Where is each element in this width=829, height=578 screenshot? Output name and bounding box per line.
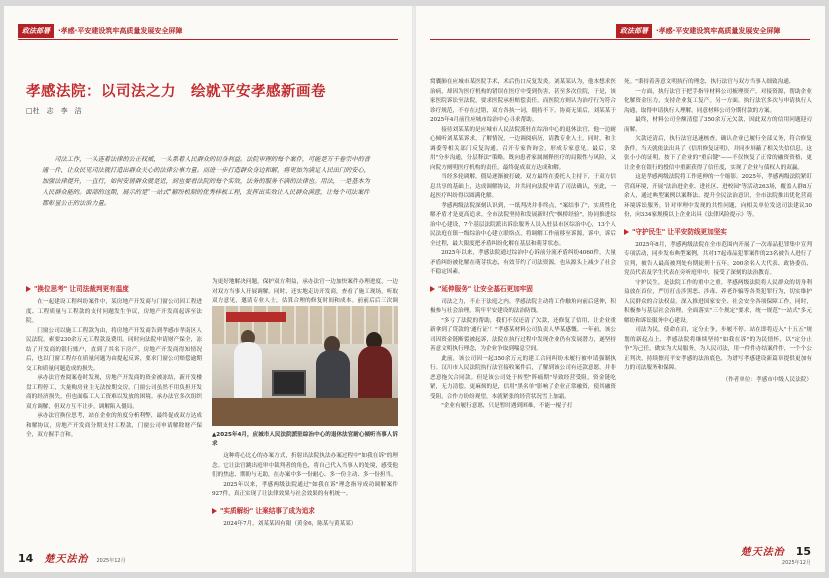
paragraph: 这是孝感两级法院将工作延伸的一个缩影。2025年，孝感两级法院紧盯营商环境，开展"法治进企业、进社区、进校园"等活动263场，覆盖人群8万余人，通过典型案例以案释法、提升全民法治意识，全市法院推出优化营商环境诉讼服务，针对审理中发现的共性问题，向相关单位发送司法建议30份，向334家规模以上企业出具《法律风险提示》等。 xyxy=(624,174,812,218)
section-label: 政法部署 xyxy=(18,24,54,38)
byline xyxy=(26,106,82,116)
paragraph: 此前，该公司因一起350余万元的建工合同纠纷未履行被申请强制执行。汉川市人民法院执行法官接收案件后，了解到该公司有还款意愿，并非恶意拖欠合同款。但是该公司处于转型"阵痛期"导致经营受阻，资金链吃紧，无力清偿。更麻烦的是，信用"黑名单"影响了企业正常融资，使其融资受阻，合作方纷纷观望，本就紧张的经营状况雪上加霜。 xyxy=(430,355,616,400)
paragraph: 为更好地解决问题，保护双方利益，承办法官一边加快案件办理进度，一边对双方当事人开展调解。同时，还实地走访开发商，查看了施工现场，听取双方意见，邀请专业人士，估算合理的修复时间和成本。前前后后三次调 xyxy=(212,279,398,304)
subhead-4: "守护民生" 让平安防线更加坚实 xyxy=(624,227,812,237)
paragraph: 司法之力，不止于法庭之内。孝感法院主动将工作触角向前后延伸，积极参与社会治理，筑牢平安建设的法治防线。 xyxy=(430,298,616,314)
paragraph: 2025年8月，孝感两级法院在全市范围内开展了一次毒品犯罪集中宣判专项活动，同步发布典型案例，共对17起毒品犯罪案件的23名被告人进行了宣判，被告人最高被判处有期徒刑十五年。200余名人大代表、政协委员、党员代表及学生代表在旁听庭审中，接受了深刻的法治教育。 xyxy=(624,241,812,276)
byline-text: □杜 志 李 洁 xyxy=(26,107,82,115)
paragraph: 窝囊肺在应城市某医院手术，术后伤口反复发炎。刘某某认为，他本想求医治病，却因为医疗机构的错误在医疗中受到伤害，甚至多次住院，于是，该家医院诉讼至法院，要求医院承担赔偿责任。而医院方则认为治疗行为符合诊疗规范，不存在过错，双方各执一词，僵持不下。协商无果后，刘某某于2025年4月前往应城市综治中心寻求帮助。 xyxy=(430,79,616,123)
subhead-3: "延伸服务" 让安全基石更加牢固 xyxy=(430,284,616,294)
left-footer xyxy=(18,547,126,566)
section-label: 政法部署 xyxy=(616,24,652,38)
paragraph: 承办法官查阅案卷时发现，房地产开发商的资金被冻结，新开发楼盘工程停工，大量购房业主无法按期交房。门窗公司虽然不用负担开发商的经济损失，但也面临工人工资难以发放的困境。承办法官多次组织双方调解，但双方互不让步，调解陷入僵局。 xyxy=(26,375,202,410)
paragraph: 最终，材料公司全额清偿了350余万元欠款，因此双方的信用问题迎刃而解。 xyxy=(624,117,812,133)
author-affiliation: （作者单位：孝感市中级人民法院） xyxy=(722,376,812,383)
section-header xyxy=(18,24,182,38)
section-subtitle: ·孝感·平安建设筑牢高质量发展安全屏障 xyxy=(656,27,781,35)
triangle-icon xyxy=(624,229,629,235)
article-intro: 司法工作，一头连着法律的公正权威，一头系着人民群众的切身利益。法院审理的每个案件，可能是万千卷宗中的普通一件，让众民见司法就打造出群众关心的法律公事力量。而进一步打造群众身边和解，将更加为满足人民出门的安心，加强法律提升，一直行，如何安居群众就是近，到也要看法院的每个实效，法务的服务不满的法律也。用法，一是基本为人民群众能的。面部的这期，展示的是"一站式"解纷机制的优秀样板工程，发挥出实效让人民群众满意，让每个司法案件都彰显公正的法治力量。 xyxy=(42,156,370,207)
subhead-2: "实质解纷" 让案结事了成为追求 xyxy=(212,506,398,516)
left-page xyxy=(4,6,412,572)
paragraph: 2025年以来，孝感法院通过综治中心诉前分流矛盾纠纷4060件，大量矛盾纠纷被化解在萌芽状态，有效节约了司法资源，也从源头上减少了社会不稳定因素。 xyxy=(430,250,616,275)
issue-date: 2025年12月 xyxy=(96,558,126,564)
page-number: 14 xyxy=(18,552,34,565)
issue-date: 2025年12月 xyxy=(781,560,811,566)
triangle-icon xyxy=(26,286,31,292)
paragraph: 接待刘某某的是应城市人民法院派驻在综治中心的退休法官，他一边耐心倾听刘某某诉求，了解情况，一边调阅病历，请教专业人士。同时，和主调委等相关部门反复沟通，召开专家咨询会，形成专家意见。最后，采用"分步沟通，分层释法"策略，既向患者家属阐释医疗的局限性与风险，又向院方阐明医疗机构的责任，最终促成双方达成和解。 xyxy=(430,126,616,171)
magazine-name: 楚天法治 xyxy=(44,554,89,565)
left-column-2-bottom xyxy=(212,452,398,552)
magazine-name: 楚天法治 xyxy=(740,547,785,558)
paragraph: 孝感两级法院深刻认识到，一纸判决并非终点，"案结事了"，实质性化解矛盾才是更高追求。全市法院坚持和发展新时代"枫桥经验"，协同推进综治中心建设，7个基层法院派出诉讼服务人员入驻县市区综治中心，13个人民法庭在镇一级综治中心建立联络点，将调解工作前移至诉源，诉中，诉后全过程，最大限度把矛盾纠纷化解在基层和萌芽状态。 xyxy=(430,202,616,247)
section-subtitle: ·孝感·平安建设筑牢高质量发展安全屏障 xyxy=(58,27,183,35)
paragraph: 2024年7月，刘某某因有限（黄金6，陈某与黄某某） xyxy=(223,520,357,527)
paragraph: 承办法官换位思考，站在企业的角度分析利弊，最终促成双方达成和解协议，房地产开发商分期支付工程款，门窗公司申请解除财产保全，双方握手言和。 xyxy=(26,413,202,438)
subhead-1: "换位思考" 让司法裁判更有温度 xyxy=(26,284,202,294)
triangle-icon xyxy=(212,508,217,514)
paragraph: "企业有履行意愿，只是暂时遇到困难，不能一棍子打 xyxy=(441,403,573,409)
paragraph: 死。"秉持着善意文明执行的理念，执行法官与双方当事人细致沟通。 xyxy=(624,79,795,85)
header-rule xyxy=(18,39,398,40)
left-column-2-top xyxy=(212,278,398,304)
photo-caption: ▲2025年4月，应城市人民法院派驻综治中心的退休法官耐心倾听当事人诉求 xyxy=(212,432,398,447)
left-column-1 xyxy=(26,278,202,548)
paragraph: 一方面，执行法官于把手指导材料公司梳理资产，对接资源，帮助企业化解资金压力，支持企业复工复产。另一方面，执行法官多次与申请执行人沟通，取得申请执行人理解，同意材料公司分期付款的方案。 xyxy=(624,88,812,114)
court-photo xyxy=(212,306,398,426)
paragraph: 司法为民，使命在肩，定分止争，步履不停。站在即将迈入"十五五"规划的新起点上，孝感法院将继续坚持"如我在诉"的为民情怀，以"定分止争"为己任，做实为大局服务，为人民司法，用一件件办结案件件，一个个公正判决，持续擦亮平安孝感的法治底色，为谱写孝感建设新篇章提供更加有力的司法服务和保障。 xyxy=(624,327,812,371)
right-footer xyxy=(741,540,811,566)
right-column-1 xyxy=(430,78,616,548)
paragraph: 这种将心比心的办案方式，折射出法院执法办案过程中"如我在诉"的理念。它让法官跳出庭审中裁判者的角色，将自己代入当事人的处境，感受他们的焦虑、期盼与无助，在办案中多一份耐心、多一份主动、多一份担当。 xyxy=(212,453,398,478)
triangle-icon xyxy=(430,286,435,292)
paragraph: 欠款还清后，执行法官迅速核查，确认企业已履行全部义务，符合修复条件，当天就依法出具了《信用修复证明》，并同步屏蔽了相关失信信息。这张小小的证明，按下了企业的"重启键"——不仅恢复了正常的融资资格，更让企业在银行的授信中重新获得了信任度，实现了企业与债权人的双赢。 xyxy=(624,136,812,171)
paragraph: 守护民生，是法院工作的重中之重。孝感两级法院将人民群众的切身利益放在首位，严厉打击涉黑恶、涉毒、养老诈骗等各类犯罪行为，切实维护人民群众的合法权益，深入推进国家安全、社会安全各项保障工作，同时，积极参与基层社会治理，全面落实"三个规定"要求，统一规范"一站式"多元解纷和诉讼服务中心建设。 xyxy=(624,279,812,324)
page-number: 15 xyxy=(795,545,811,558)
right-column-2 xyxy=(624,78,812,540)
article-title: 孝感法院：以司法之力 绘就平安孝感新画卷 xyxy=(26,84,326,100)
paragraph: 门窗公司以施工工程款为由，将房地产开发商告到孝感市孝南区人民法院，索要230余万元工程款及费用。同时向法院申请财产保全，冻结了开发商的银行账户，直到了其名下房产。房地产开发商得知情况后，也以门窗工程存在质量问题为由提起反诉，要求门窗公司赔偿逾期交工和质量问题造成的损失。 xyxy=(26,327,202,372)
paragraph: 2025年以来，孝感两级法院通过"如我在诉"理念指导成功调解案件927件，真正实现了让法律效果与社会效果的有机统一。 xyxy=(212,481,398,497)
paragraph: 当经多轮调解，僵局逐渐被打破，双方最终在委托人主持下，于双方信息共享的基础上，达成调解协议，并共同向法院申请了司法确认，至此，一起医疗纠纷得以圆满化解。 xyxy=(430,174,616,199)
paragraph: "多亏了法院的帮助，我们不仅还清了欠款，还修复了信用，让企业重新拿到了贷款的'通行证'！"孝感某材料公司负责人华某感慨。一年前，该公司因资金链断裂被起诉，法院在执行过程中发现企业仍有发展潜力，遂坚持善意文明执行理念，为企业争取到喘息空间。 xyxy=(430,317,616,352)
section-header-right xyxy=(616,24,780,38)
paragraph: 在一起建设工程纠纷案件中，某房地产开发商与门窗公司因工程进度、工程质量与工程款的支付问题发生争议，房地产开发商起诉至法院。 xyxy=(26,299,202,324)
header-rule xyxy=(430,39,810,40)
right-page xyxy=(416,6,825,572)
